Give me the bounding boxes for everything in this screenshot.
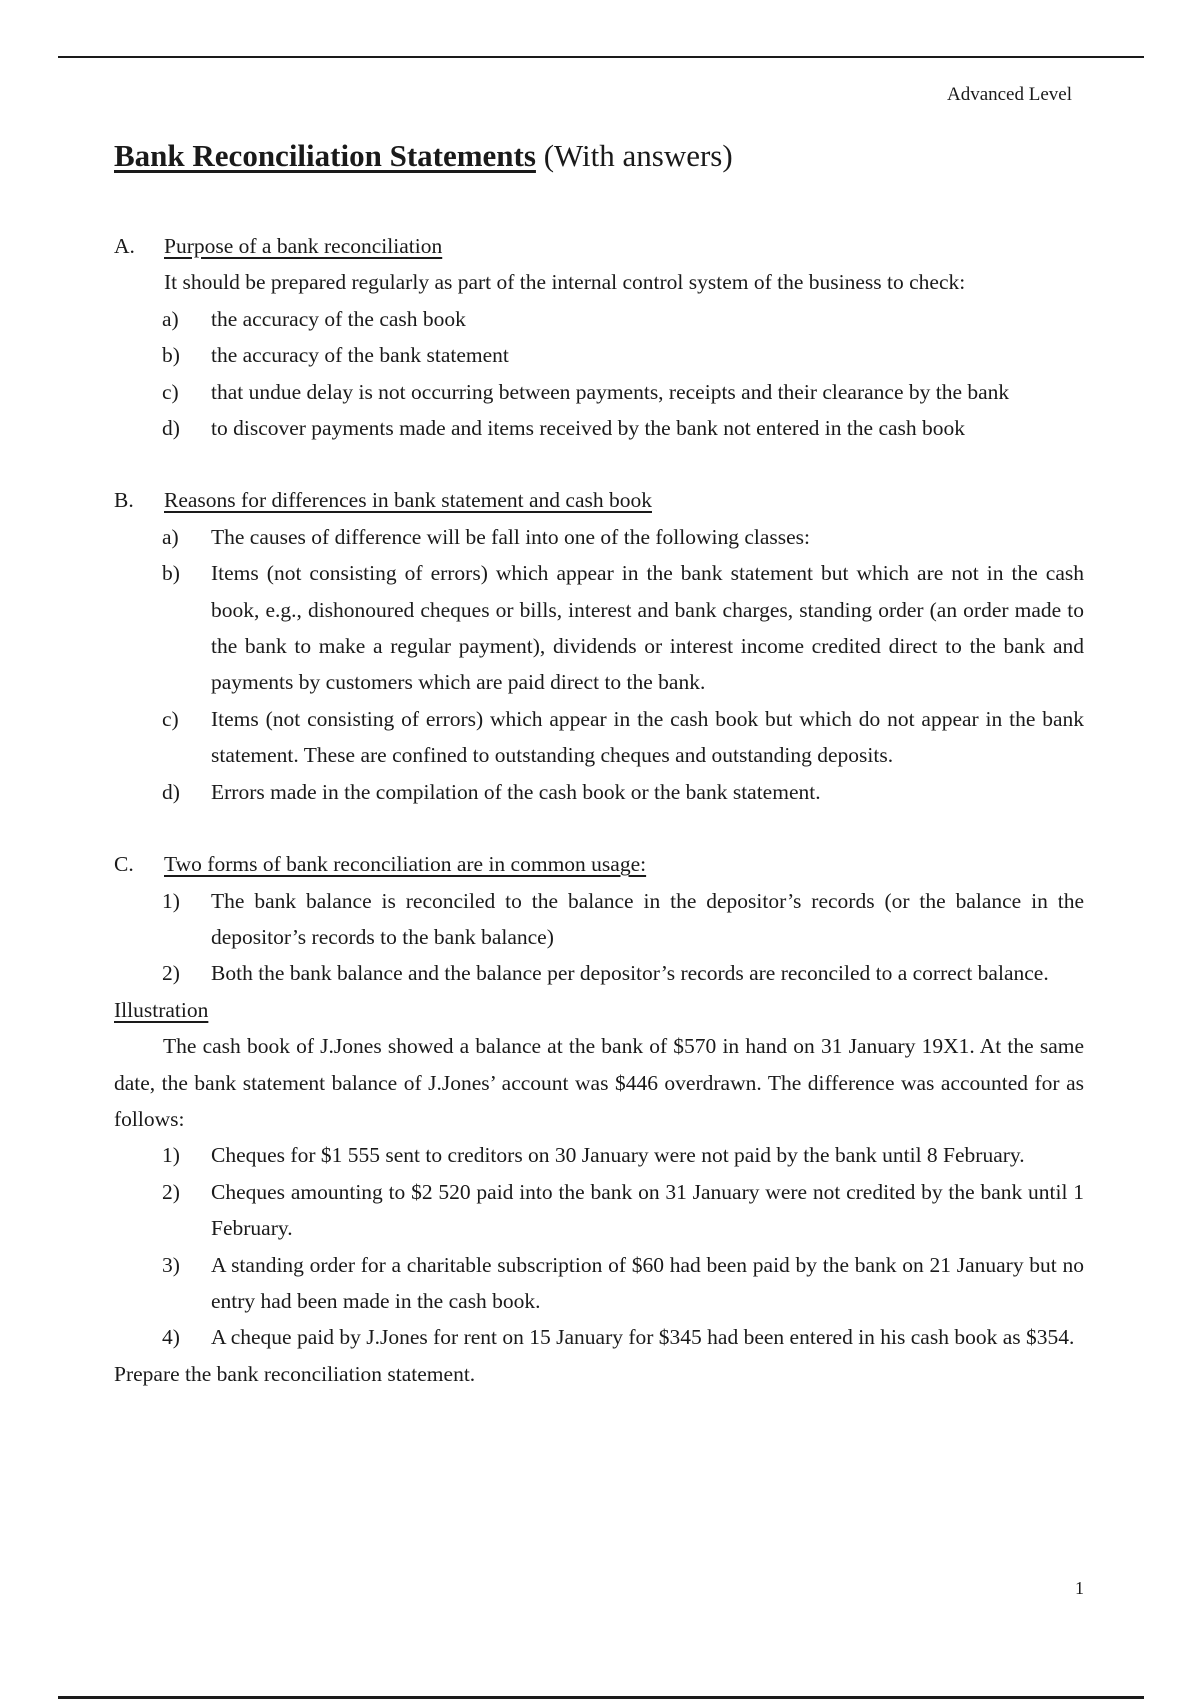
list-marker: d)	[162, 416, 180, 441]
list-text: to discover payments made and items received by the bank not entered in the cash book	[211, 416, 966, 441]
top-rule	[58, 56, 1144, 58]
section-a-list	[114, 301, 1084, 447]
section-b-heading	[114, 482, 1084, 518]
list-item	[114, 955, 1084, 991]
list-text: the accuracy of the cash book	[211, 306, 466, 331]
list-marker: c)	[162, 379, 179, 404]
list-item	[114, 555, 1084, 701]
list-item	[114, 374, 1084, 410]
list-marker: 1)	[162, 1143, 180, 1168]
page-title	[114, 138, 733, 174]
list-text: Both the bank balance and the balance per depositor’s records are reconciled to a correct balance.	[211, 961, 1049, 986]
section-b-title: Reasons for differences in bank statement and cash book	[164, 488, 652, 513]
illustration-closing: Prepare the bank reconciliation statement.	[114, 1361, 476, 1386]
illustration-paragraph: The cash book of J.Jones showed a balance at the bank of $570 in hand on 31 January 19X1. At the same date, the bank statement balance of J.Jones’ account was $446 overdrawn. The difference was accounted for as follows:	[114, 1034, 1084, 1131]
list-item	[114, 883, 1084, 956]
list-marker: a)	[162, 524, 179, 549]
section-c-list	[114, 883, 1084, 992]
list-text: Cheques for $1 555 sent to creditors on 30 January were not paid by the bank until 8 February.	[211, 1143, 1025, 1168]
list-item	[114, 1319, 1084, 1355]
list-marker: 2)	[162, 961, 180, 986]
section-a-intro: It should be prepared regularly as part of the internal control system of the business to check:	[164, 270, 966, 295]
list-item	[114, 774, 1084, 810]
section-b-list	[114, 519, 1084, 810]
list-marker: b)	[162, 561, 180, 586]
section-c-letter: C.	[114, 852, 134, 877]
section-a-title: Purpose of a bank reconciliation	[164, 234, 443, 258]
list-item	[114, 1137, 1084, 1173]
list-text: Items (not consisting of errors) which appear in the cash book but which do not appear in the bank statement. These are confined to outstanding cheques and outstanding deposits.	[211, 706, 1084, 768]
list-text: that undue delay is not occurring between payments, receipts and their clearance by the bank	[211, 379, 1010, 404]
list-text: A cheque paid by J.Jones for rent on 15 January for $345 had been entered in his cash book as $354.	[211, 1325, 1075, 1350]
illustration-heading: Illustration	[114, 997, 209, 1022]
section-a-heading	[114, 228, 1084, 264]
section-a-letter: A.	[114, 234, 135, 258]
list-text: the accuracy of the bank statement	[211, 343, 509, 368]
list-marker: c)	[162, 706, 179, 731]
list-marker: 4)	[162, 1325, 180, 1350]
list-item	[114, 519, 1084, 555]
list-item	[114, 1174, 1084, 1247]
section-c-heading	[114, 846, 1084, 882]
list-item	[114, 410, 1084, 446]
header-level: Advanced Level	[946, 84, 1072, 105]
section-c-title: Two forms of bank reconciliation are in common usage:	[164, 852, 647, 877]
list-text: Items (not consisting of errors) which appear in the bank statement but which are not in the cash book, e.g., dishonoured cheques or bills, interest and bank charges, standing order (an order made to the bank to make a regular payment), dividends or interest income credited direct to the bank and payments by customers which are paid direct to the bank.	[211, 561, 1084, 695]
bottom-rule	[58, 1696, 1144, 1699]
illustration-list	[114, 1137, 1084, 1355]
list-marker: d)	[162, 779, 180, 804]
list-text: The causes of difference will be fall into one of the following classes:	[211, 524, 811, 549]
page-number: 1	[1075, 1578, 1084, 1598]
list-marker: a)	[162, 306, 179, 331]
list-text: Errors made in the compilation of the cash book or the bank statement.	[211, 779, 821, 804]
list-marker: 2)	[162, 1179, 180, 1204]
document-body	[114, 228, 1084, 1392]
list-marker: 1)	[162, 888, 180, 913]
list-item	[114, 701, 1084, 774]
list-item	[114, 301, 1084, 337]
list-item	[114, 1247, 1084, 1320]
list-text: Cheques amounting to $2 520 paid into the bank on 31 January were not credited by the bank until 1 February.	[211, 1179, 1084, 1241]
title-sub: (With answers)	[543, 138, 733, 173]
section-b-letter: B.	[114, 488, 134, 513]
list-marker: b)	[162, 343, 180, 368]
list-text: A standing order for a charitable subscription of $60 had been paid by the bank on 21 January but no entry had been made in the cash book.	[211, 1252, 1084, 1313]
title-main: Bank Reconciliation Statements	[114, 138, 536, 173]
list-item	[114, 337, 1084, 373]
list-marker: 3)	[162, 1252, 180, 1277]
list-text: The bank balance is reconciled to the balance in the depositor’s records (or the balance in the depositor’s records to the bank balance)	[211, 888, 1084, 949]
